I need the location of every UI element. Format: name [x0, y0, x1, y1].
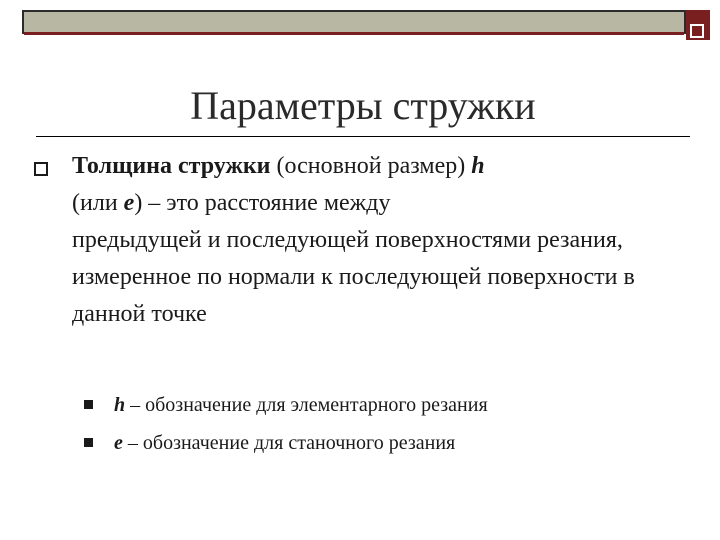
main-paragraph — [72, 148, 672, 333]
sub-item-desc: – обозначение для станочного резания — [122, 432, 456, 454]
corner-decor — [686, 10, 710, 40]
line2-prefix: (или — [72, 190, 124, 216]
corner-square-icon — [690, 24, 704, 38]
sub-item-text — [114, 429, 455, 457]
symbol-h: h — [471, 153, 485, 179]
definition-rest: предыдущей и последующей поверхностями резания, измеренное по нормали к последующей поверхности в данной точке — [72, 227, 635, 327]
sub-item-text — [114, 391, 488, 419]
term-label: Толщина стружки — [72, 153, 271, 179]
symbol-e: e — [123, 190, 135, 216]
filled-square-bullet-icon — [84, 400, 93, 409]
slide-title: Параметры стружки — [190, 83, 536, 128]
title-divider — [36, 136, 690, 137]
top-decor-bar — [22, 10, 686, 34]
line2-suffix: ) – это расстояние между — [134, 190, 391, 216]
hollow-square-bullet-icon — [34, 162, 48, 176]
filled-square-bullet-icon — [84, 438, 93, 447]
sub-item-symbol: e — [114, 432, 123, 454]
top-decor-redline — [24, 32, 684, 35]
term-note: (основной размер) — [270, 153, 472, 179]
sub-item-desc: – обозначение для элементарного резания — [125, 394, 488, 416]
sub-item-symbol: h — [114, 394, 126, 416]
